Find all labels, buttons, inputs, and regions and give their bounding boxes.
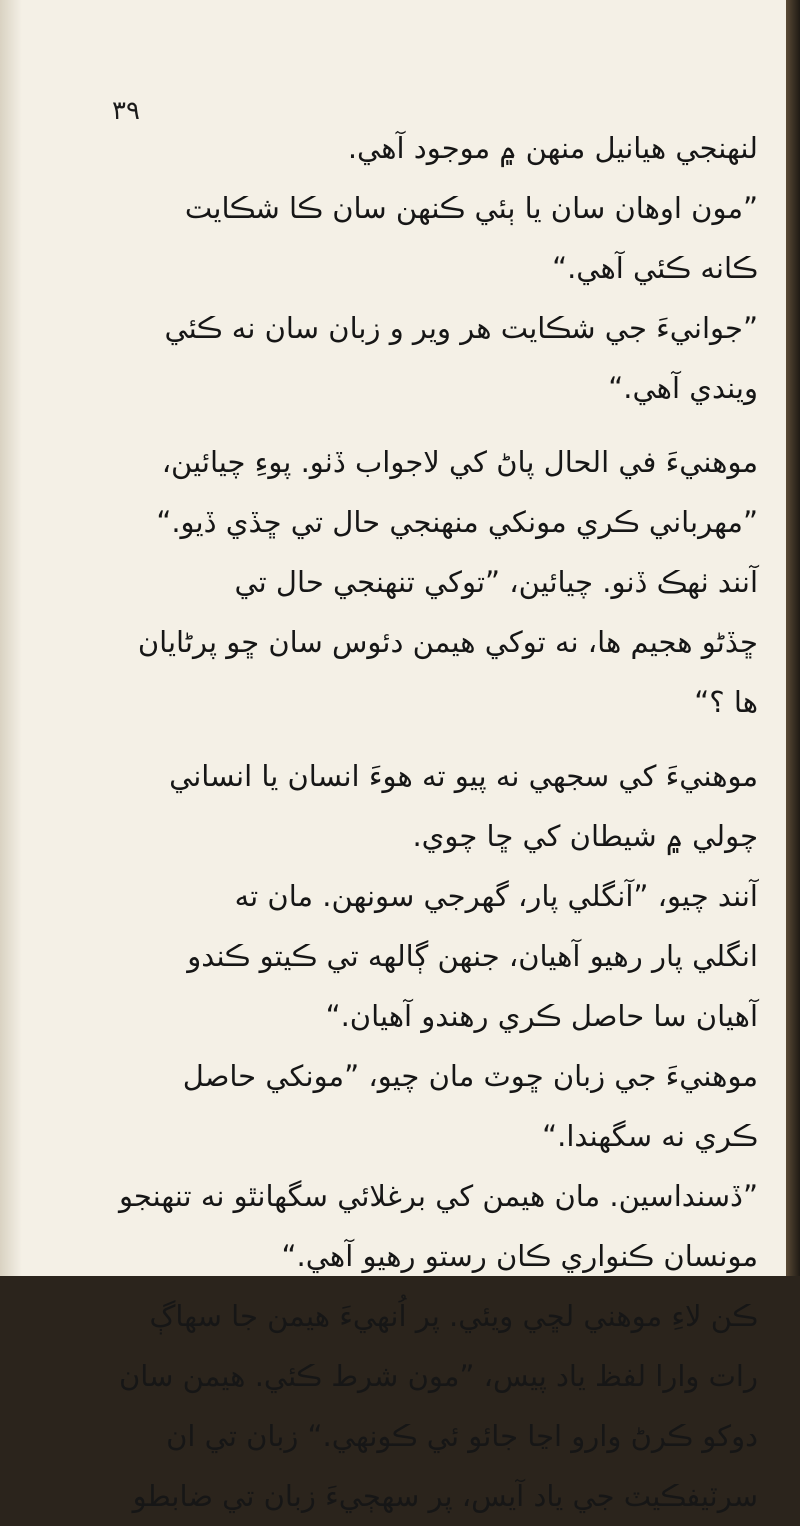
text-line: چولي ۾ شيطان کي ڇا چوي. [412, 819, 758, 853]
text-line: ”جوانيءَ جي شڪايت هر وير و زبان سان نه ڪئي [164, 311, 758, 345]
text-line: ويندي آهي.“ [608, 371, 758, 405]
text-line: انگلي پار رهيو آهيان، جنهن ڳالهه تي ڪيتو ڪندو [187, 939, 758, 973]
text-line: سرٽيفڪيٽ جي ياد آيس، پر سهڄيءَ زبان تي ضابطو [132, 1479, 758, 1513]
text-line: ڇڏڻو هجيم ها، نه توکي هيمن دئوس سان ڇو پرڻايان [137, 625, 758, 659]
text-line: رات وارا لفظ ياد پيس، ”مون شرط ڪئي. هيمن سان [118, 1359, 758, 1393]
text-line: ها ؟“ [694, 685, 758, 719]
text-line: موهنيءَ جي زبان ڇوٽ مان چيو، ”مونکي حاصل [182, 1059, 758, 1093]
text-line: ڪن لاءِ موهني لڇي ويئي. پر اُنهيءَ هيمن جا سهاڳ [149, 1299, 758, 1333]
text-line: آنند چيو، ”آنگلي پار، گهرجي سونهن. مان ته [234, 879, 758, 913]
text-line: ڪانه ڪئي آهي.“ [552, 251, 758, 285]
text-line: موهنيءَ کي سجهي نه پيو ته هوءَ انسان يا انساني [169, 759, 758, 793]
text-line: ”ڏسنداسين. مان هيمن کي برغلائي سگهانٿو نه تنهنجو [118, 1179, 758, 1213]
text-line: مونسان ڪنواري ڪان رستو رهيو آهي.“ [281, 1239, 758, 1273]
text-line: لنهنجي هيانيل منهن ۾ موجود آهي. [347, 131, 758, 165]
text-line: آنند ٺهڪ ڏنو. چيائين، ”توکي تنهنجي حال تي [234, 565, 758, 599]
text-line: ڪري نه سگهندا.“ [542, 1119, 758, 1153]
text-line: ”مون اوهان سان يا ٻئي ڪنهن سان ڪا شڪايت [184, 191, 758, 225]
text-line: آهيان سا حاصل ڪري رهندو آهيان.“ [325, 999, 758, 1033]
text-line: دوکو ڪرڻ وارو اڃا جائو ئي ڪونهي.“ زبان تي ان [166, 1419, 758, 1453]
page-edge [786, 0, 800, 1276]
spine-shadow [0, 0, 22, 1276]
text-line: ”مهرباني ڪري مونکي منهنجي حال تي ڇڏي ڏيو.“ [156, 505, 758, 539]
text-line: موهنيءَ في الحال پاڻ کي لاجواب ڏٺو. پوءِ چيائين، [161, 445, 758, 479]
page-number: ٣٩ [112, 96, 140, 126]
body-text [118, 118, 758, 1526]
